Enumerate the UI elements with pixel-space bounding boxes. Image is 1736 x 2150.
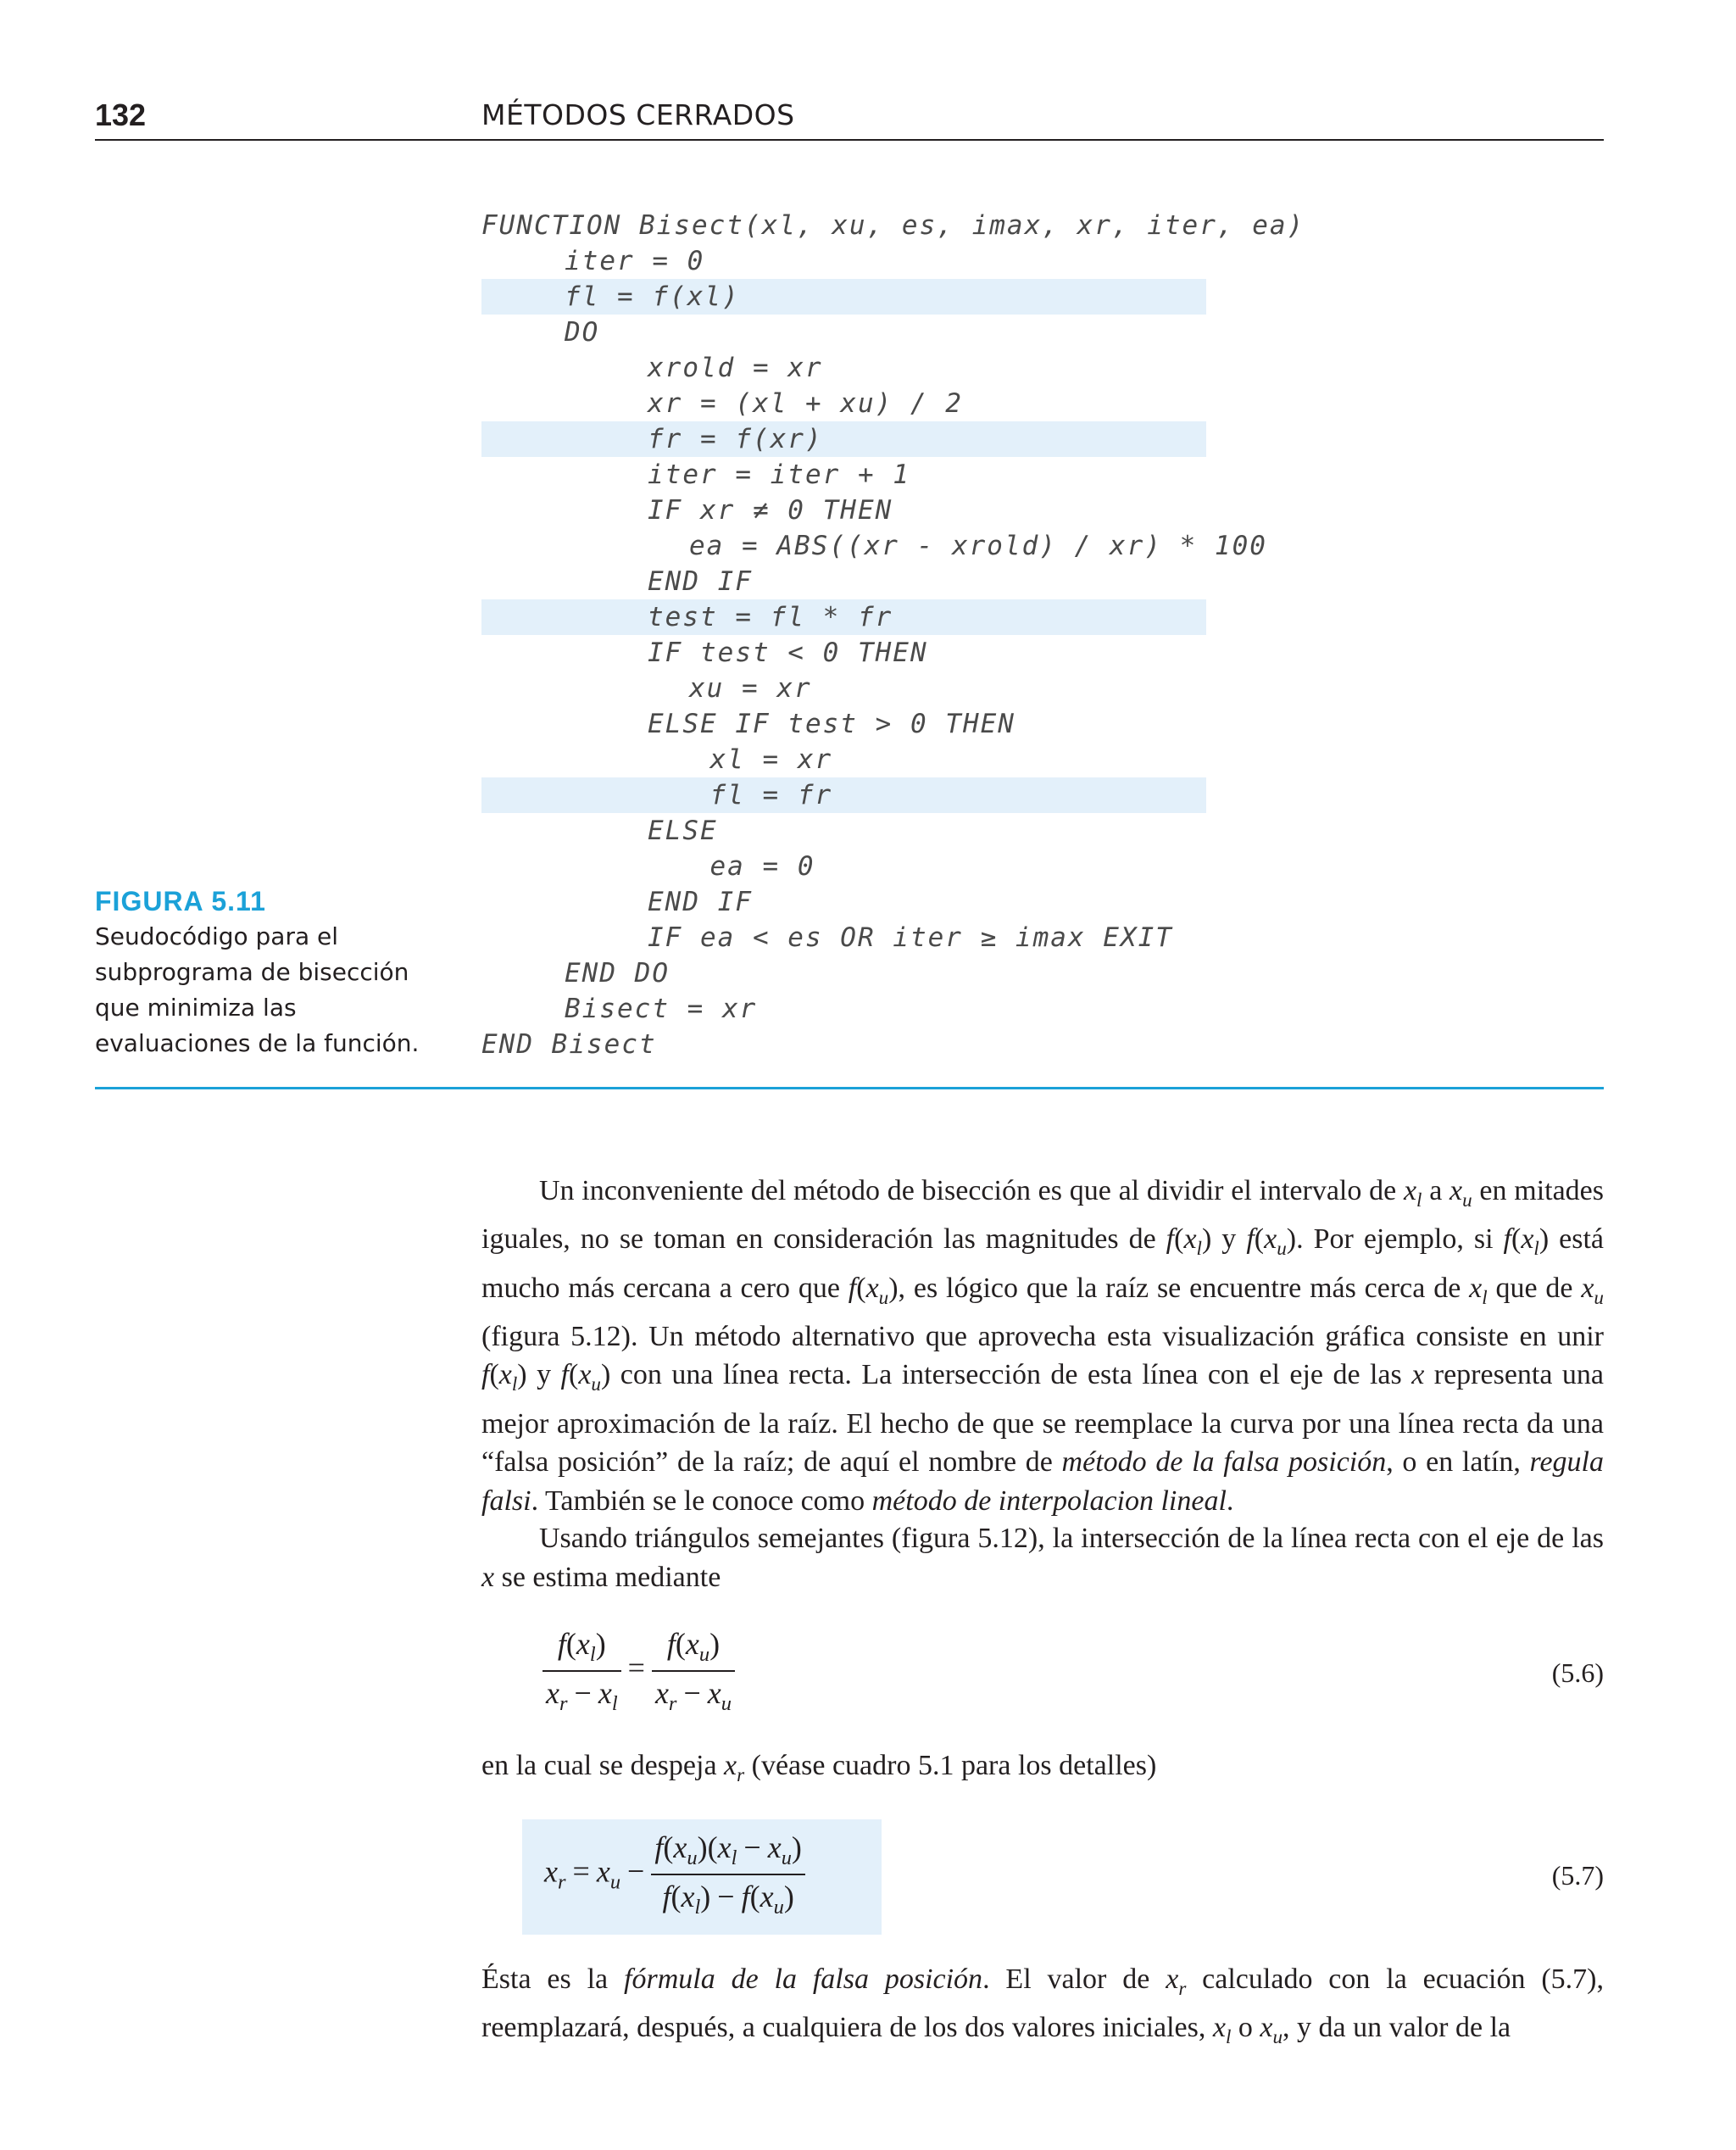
code-text: Bisect = xr [565,994,758,1024]
code-line [481,457,1206,493]
code-text: fr = f(xr) [648,424,823,454]
paragraph-2: Usando triángulos semejantes (figura 5.12), la intersección de la línea recta con el eje de las x se estima mediante [481,1523,1604,1593]
figure-caption-block [95,883,434,1061]
code-text: xr = (xl + xu) / 2 [648,388,963,419]
equation-number-5-6: (5.6) [1551,1657,1604,1688]
code-text: fl = fr [709,780,833,810]
code-line [481,493,1206,528]
code-text: IF ea < es OR iter ≥ imax EXIT [648,922,1173,953]
code-text: END Bisect [481,1029,657,1060]
figure-caption: Seudocódigo para el subprograma de bisección que minimiza las evaluaciones de la función. [95,922,420,1057]
code-line [481,813,1206,849]
code-line [481,884,1206,920]
figure-title: FIGURA 5.11 [95,886,266,916]
code-line [481,315,1206,350]
code-line [481,421,1206,457]
code-text: ea = 0 [709,851,815,882]
code-line [481,777,1206,813]
code-text: ea = ABS((xr - xrold) / xr) * 100 [689,531,1267,561]
code-text: iter = iter + 1 [648,460,910,490]
code-line [481,955,1206,991]
code-text: ELSE IF test > 0 THEN [648,709,1015,739]
code-text: IF test < 0 THEN [648,638,928,668]
code-line [481,706,1206,742]
paragraph-1: Un inconveniente del método de bisección es que al dividir el intervalo de $x_l$ a $x_u$ en mitades iguales, no se toman en consideración las magnitudes de $f(x_l)$ y $f(x_u)$. Por ejemplo, si $f(x_l)$ está mucho más cercana a cero que $f(x_u)$, es lógico que la raíz se encuentre más cerca de $x_l$ que de $x_u$ (figura 5.12). Un método alternativo que aprovecha esta visualización gráfica consiste en unir $f(x_l)$ y $f(x_u)$ con una línea recta. La intersección de esta línea con el eje de las x representa una mejor aproximación de la raíz. El hecho de que se reemplace la curva por una línea recta da una “falsa posición” de la raíz; de aquí el nombre de método de la falsa posición, o en latín, regula falsi. También se le conoce como método de interpolacion lineal. [481,1175,1605,1517]
code-line [481,742,1206,777]
page-number: 132 [95,97,147,132]
code-line [481,849,1206,884]
code-line [481,564,1206,599]
code-text: fl = f(xl) [565,281,740,312]
code-line [481,991,1206,1027]
code-text: END IF [648,887,753,917]
code-line [481,350,1206,386]
code-line [481,528,1267,564]
code-text: IF xr ≠ 0 THEN [648,495,893,526]
code-line [481,1027,1206,1062]
paragraph-4: Ésta es la fórmula de la falsa posición. El valor de $x_r$ calculado con la ecuación (5.7), reemplazará, después, a cualquiera de los dos valores iniciales, $x_l$ o $x_u$, y da un valor de la [481,1963,1605,2049]
paragraph-3: en la cual se despeja $x_r$ (véase cuadro 5.1 para los detalles) [481,1750,1157,1786]
code-text: FUNCTION Bisect(xl, xu, es, imax, xr, iter, ea) [481,210,1305,241]
code-text: xl = xr [709,744,833,775]
code-text: test = fl * fr [648,602,893,632]
code-line [481,243,1206,279]
equation-number-5-7: (5.7) [1551,1860,1604,1891]
code-text: DO [565,317,600,348]
equation-5-6: $\frac{f(x_l)}{x_r - x_l}$ = $\frac{f(x_u)}{x_r - x_u}$ [542,1626,735,1716]
code-line [481,635,1206,671]
code-line [481,386,1206,421]
code-text: ELSE [648,816,718,846]
equation-5-7: $x_r = x_u$ − $\frac{f(x_u)(x_l - x_u)}{f(x_l) - f(x_u)}$ [544,1830,805,1919]
code-text: END IF [648,566,753,597]
running-title: MÉTODOS CERRADOS [481,98,795,131]
pseudocode-block [481,208,1305,1062]
code-text: END DO [565,958,670,989]
code-text: xu = xr [689,673,812,704]
figure-divider [95,1087,1604,1089]
code-line [481,599,1206,635]
code-line [481,208,1305,243]
code-line [481,671,1206,706]
page-header [95,95,1604,141]
code-line [481,920,1206,955]
code-text: xrold = xr [648,353,823,383]
code-line [481,279,1206,315]
code-text: iter = 0 [565,246,705,276]
